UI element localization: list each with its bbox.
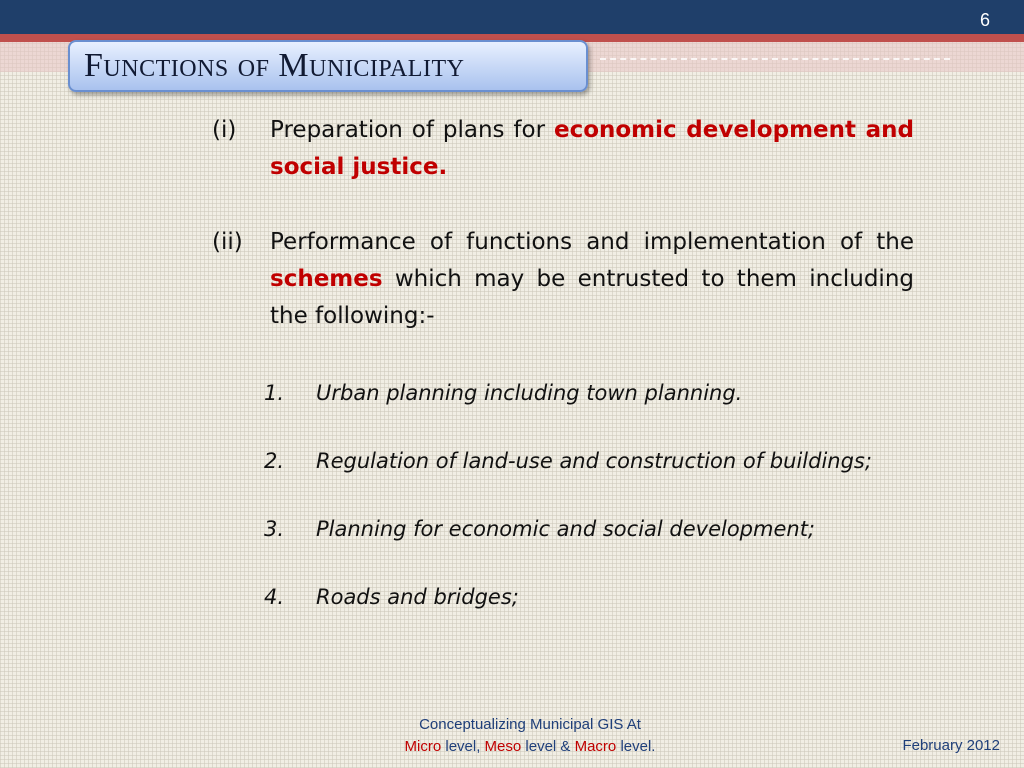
list-item-number: 4. — [264, 585, 285, 609]
point-i-text — [270, 112, 914, 186]
point-ii-number: (ii) — [212, 229, 243, 255]
list-item — [264, 376, 914, 411]
footer-date: February 2012 — [902, 737, 1000, 754]
point-i — [212, 112, 914, 186]
point-i-lead: Preparation of plans for — [270, 117, 554, 143]
list-item-text: Regulation of land-use and construction of buildings; — [316, 449, 872, 473]
slide-number: 6 — [979, 10, 990, 30]
function-list — [264, 376, 914, 615]
slide-title: Functions of Municipality — [84, 47, 465, 84]
list-item-text: Roads and bridges; — [316, 585, 519, 609]
list-item — [264, 444, 914, 479]
point-i-number: (i) — [212, 117, 237, 143]
footer-macro: Macro — [574, 738, 617, 755]
footer-micro: Micro — [404, 738, 442, 755]
point-ii — [212, 224, 914, 335]
footer-caption — [300, 714, 760, 758]
list-item-number: 3. — [264, 517, 285, 541]
point-ii-text — [270, 224, 914, 335]
list-item — [264, 512, 914, 547]
footer-line-1: Conceptualizing Municipal GIS At — [419, 716, 641, 733]
header-dashed-line — [600, 58, 950, 60]
point-ii-lead: Performance of functions and implementation of the — [270, 229, 914, 255]
list-item-text: Planning for economic and social development; — [316, 517, 816, 541]
list-item — [264, 580, 914, 615]
footer-level-3: level. — [616, 738, 656, 755]
list-item-number: 2. — [264, 449, 285, 473]
top-bar — [0, 0, 1024, 34]
footer-meso: Meso — [484, 738, 522, 755]
footer-level-1: level, — [441, 738, 485, 755]
slide-content — [212, 112, 914, 648]
list-item-text: Urban planning including town planning. — [316, 381, 743, 405]
point-i-highlight: economic development and social justice. — [270, 117, 914, 180]
point-ii-highlight: schemes — [270, 266, 383, 292]
footer-line-2 — [300, 736, 760, 758]
list-item-number: 1. — [264, 381, 285, 405]
footer-level-2: level & — [521, 738, 575, 755]
point-ii-tail: which may be entrusted to them including the following:- — [270, 266, 914, 329]
title-box — [68, 40, 588, 92]
